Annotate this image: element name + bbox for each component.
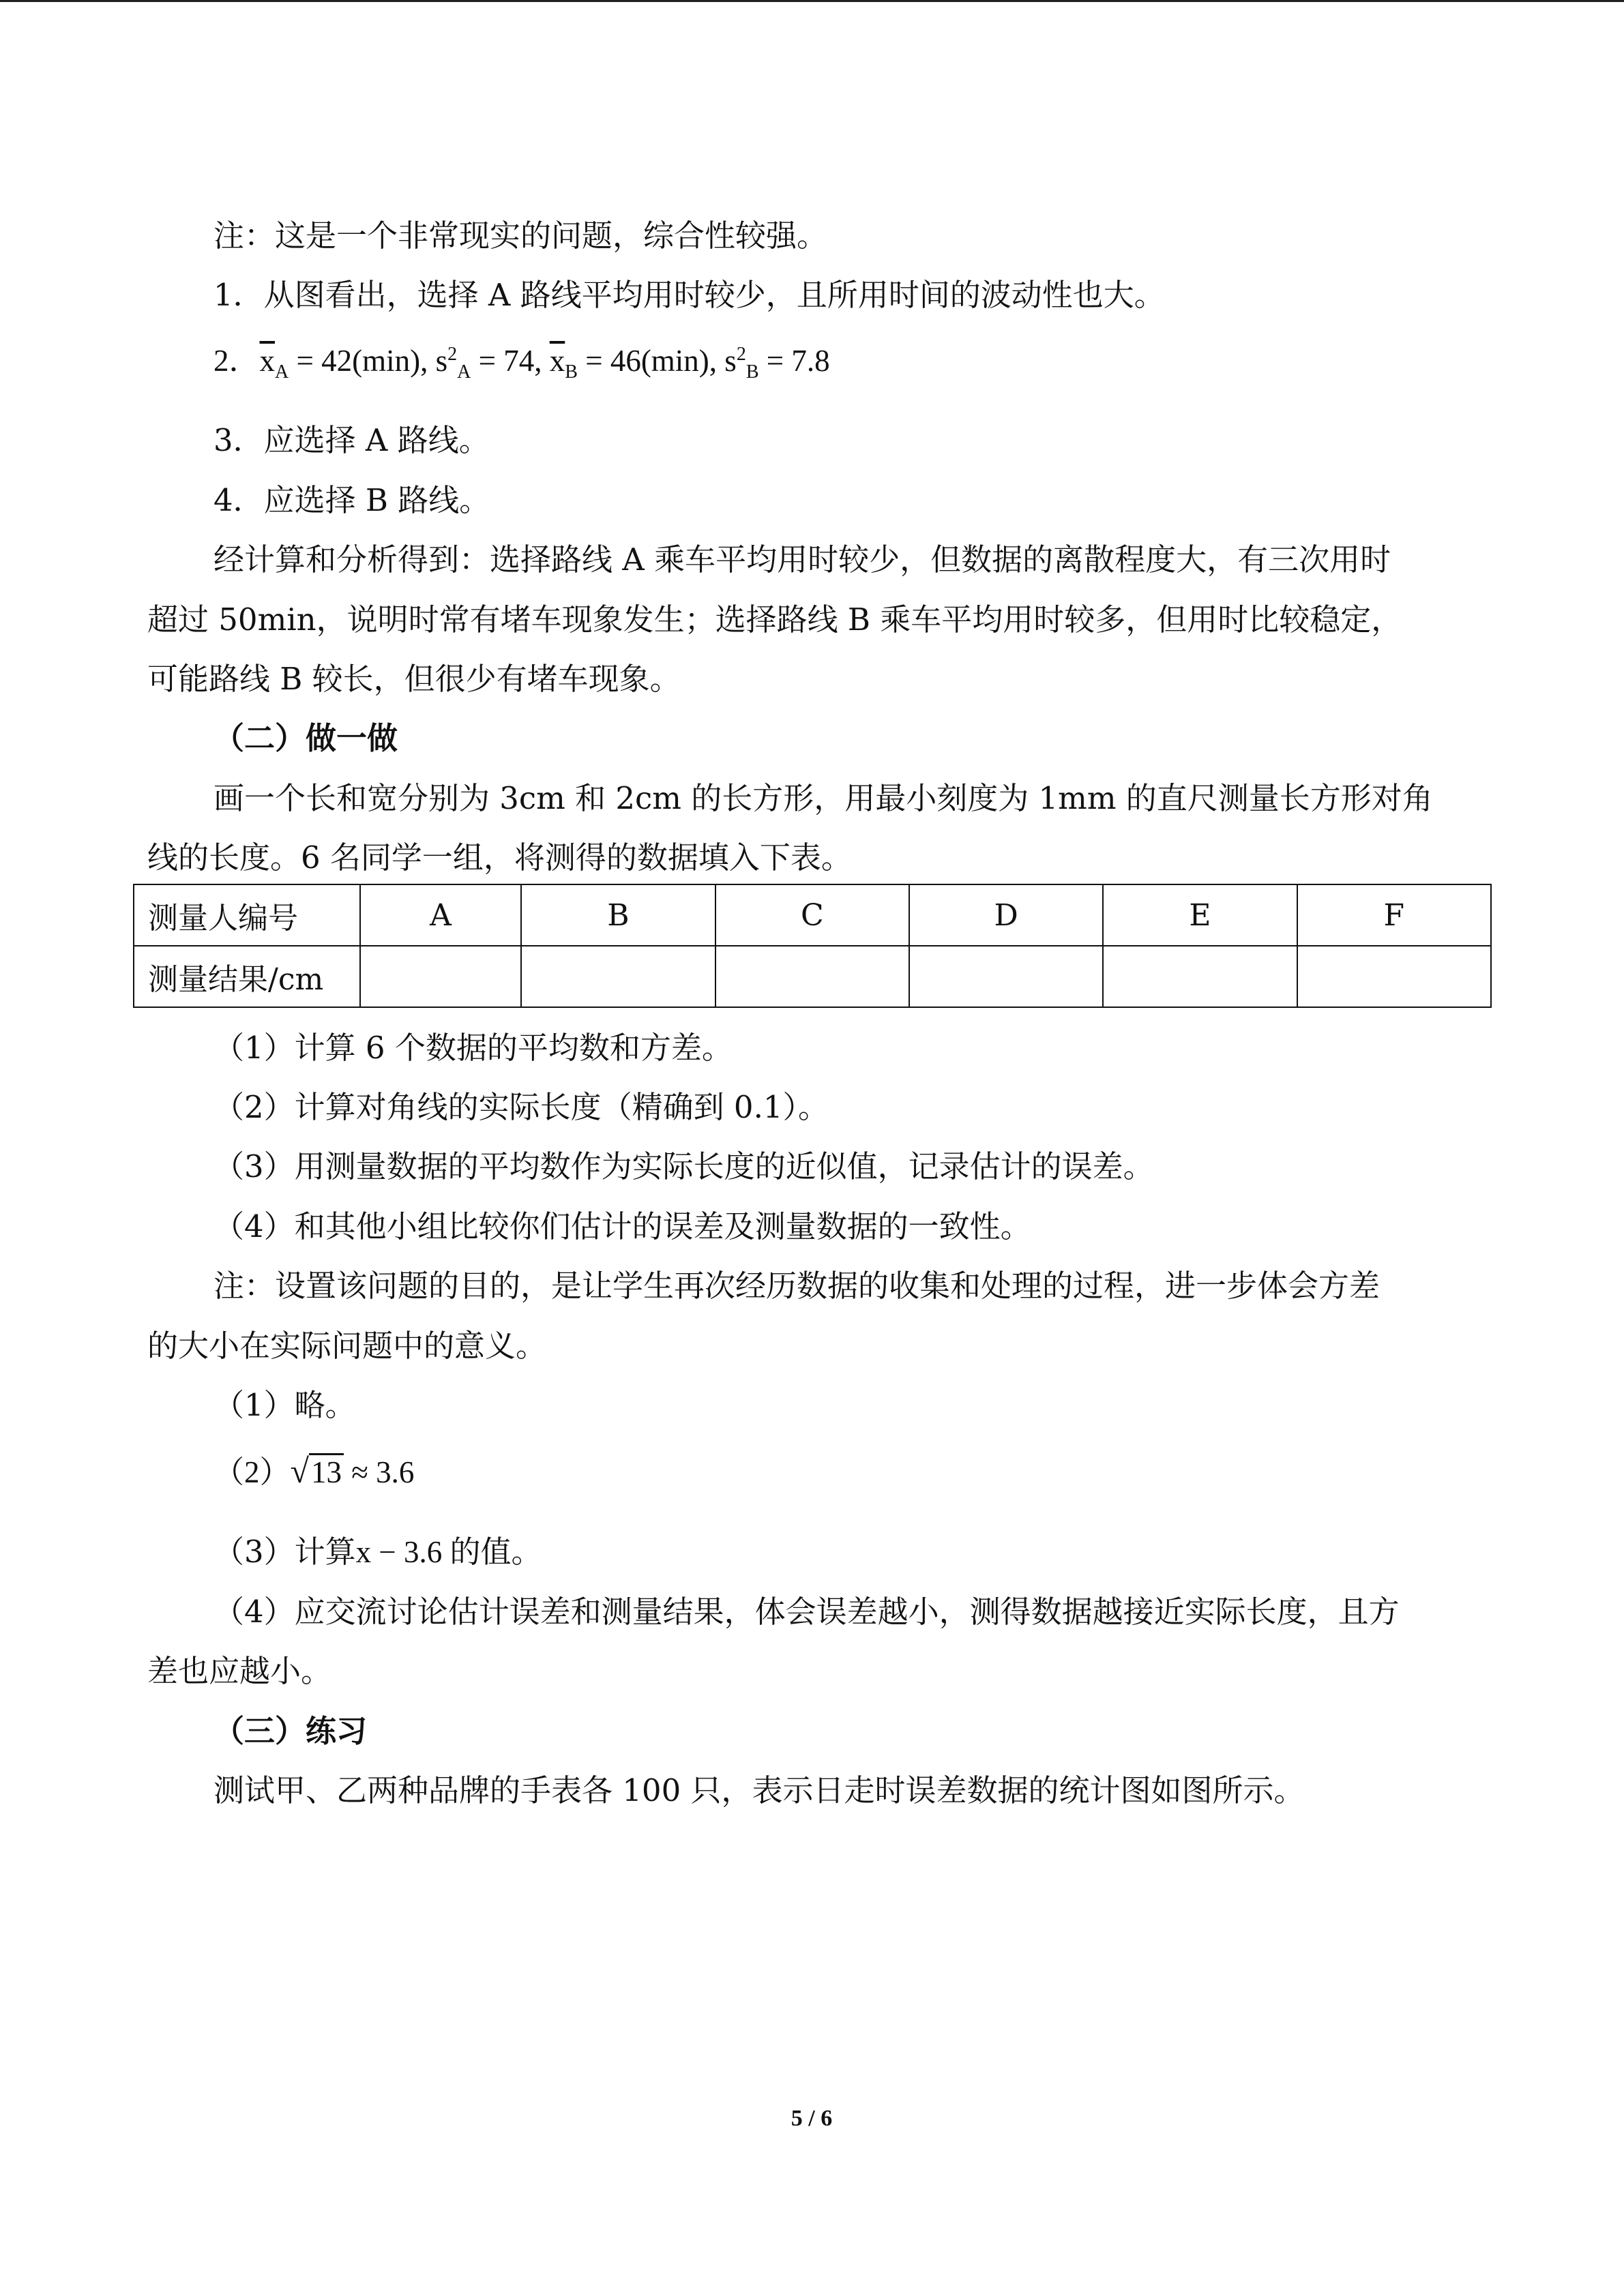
task-line-2: 线的长度。6 名同学一组，将测得的数据填入下表。 (147, 839, 852, 876)
conclusion-line-2: 超过 50min，说明时常有堵车现象发生；选择路线 B 乘车平均用时较多，但用时比较稳定， (147, 601, 1402, 638)
mean-b-sub: B (565, 361, 578, 383)
solution-3 (213, 1532, 542, 1572)
table-cell-empty (1297, 946, 1491, 1007)
mean-b-symbol: $\overline{x}$ (549, 344, 565, 378)
var-b-sub: B (745, 361, 759, 383)
sqrt-expression (291, 1450, 344, 1493)
solution-3-prefix: （3）计算 (213, 1534, 356, 1570)
page-number: 5 / 6 (791, 2106, 833, 2131)
var-a-sup: 2 (447, 344, 458, 365)
top-border (0, 0, 1624, 2)
note-2-line-2: 的大小在实际问题中的意义。 (147, 1328, 547, 1364)
note-line-1: 注：这是一个非常现实的问题，综合性较强。 (213, 218, 828, 254)
eq-part-4: = 7.8 (758, 344, 830, 378)
table-row (134, 884, 1491, 946)
answer-1: 1．从图看出，选择 A 路线平均用时较少，且所用时间的波动性也大。 (213, 277, 1165, 313)
solution-4-line-2: 差也应越小。 (147, 1653, 332, 1689)
solution-3-rest: − 3.6 的值。 (371, 1535, 542, 1569)
table-col-b: B (521, 884, 715, 946)
table-col-c: C (715, 884, 909, 946)
question-2: （2）计算对角线的实际长度（精确到 0.1）。 (213, 1089, 829, 1125)
task-line-1: 画一个长和宽分别为 3cm 和 2cm 的长方形，用最小刻度为 1mm 的直尺测量长方形对角 (213, 780, 1433, 816)
eq-part-1: = 42(min), s (289, 344, 448, 378)
table-col-e: E (1103, 884, 1297, 946)
answer-4: 4．应选择 B 路线。 (213, 482, 490, 518)
var-a-sub: A (457, 361, 471, 383)
eq-part-3: = 46(min), s (577, 344, 737, 378)
table-cell-empty (360, 946, 522, 1007)
table-cell-empty (1103, 946, 1297, 1007)
table-cell-empty (909, 946, 1103, 1007)
solution-4-line-1: （4）应交流讨论估计误差和测量结果，体会误差越小，测得数据越接近实际长度，且方 (213, 1594, 1400, 1630)
solution-1: （1）略。 (213, 1387, 356, 1423)
answer-3: 3．应选择 A 路线。 (213, 422, 490, 458)
var-b-sup: 2 (736, 344, 746, 365)
eq-part-2: = 74, (471, 344, 550, 378)
table-result-label: 测量结果/cm (134, 946, 360, 1007)
table-header-label: 测量人编号 (134, 884, 360, 946)
solution-2-prefix: （2） (213, 1455, 291, 1489)
conclusion-line-3: 可能路线 B 较长，但很少有堵车现象。 (147, 661, 681, 697)
mean-a-sub: A (275, 361, 289, 383)
answer-2-formula (213, 334, 830, 393)
table-col-d: D (909, 884, 1103, 946)
mean-symbol: x (355, 1535, 372, 1569)
sqrt-radicand: 13 (309, 1453, 344, 1489)
question-1: （1）计算 6 个数据的平均数和方差。 (213, 1030, 733, 1066)
solution-2 (213, 1450, 414, 1493)
sqrt-icon: √ (290, 1452, 309, 1490)
measurement-table (133, 884, 1492, 1008)
section-heading-2: （二）做一做 (213, 720, 398, 756)
mean-a-symbol: $\overline{x}$ (259, 344, 276, 378)
table-col-a: A (360, 884, 522, 946)
table-cell-empty (715, 946, 909, 1007)
section-heading-3: （三）练习 (213, 1713, 368, 1749)
answer-2-prefix: 2． (213, 344, 260, 378)
exercise-line-1: 测试甲、乙两种品牌的手表各 100 只，表示日走时误差数据的统计图如图所示。 (213, 1772, 1305, 1808)
question-3: （3）用测量数据的平均数作为实际长度的近似值，记录估计的误差。 (213, 1148, 1154, 1184)
table-col-f: F (1297, 884, 1491, 946)
table-cell-empty (521, 946, 715, 1007)
table-row (134, 946, 1491, 1007)
conclusion-line-1: 经计算和分析得到：选择路线 A 乘车平均用时较少，但数据的离散程度大，有三次用时 (213, 541, 1391, 578)
note-2-line-1: 注：设置该问题的目的，是让学生再次经历数据的收集和处理的过程，进一步体会方差 (213, 1268, 1381, 1304)
question-4: （4）和其他小组比较你们估计的误差及测量数据的一致性。 (213, 1208, 1031, 1244)
solution-2-rest: ≈ 3.6 (343, 1455, 415, 1489)
